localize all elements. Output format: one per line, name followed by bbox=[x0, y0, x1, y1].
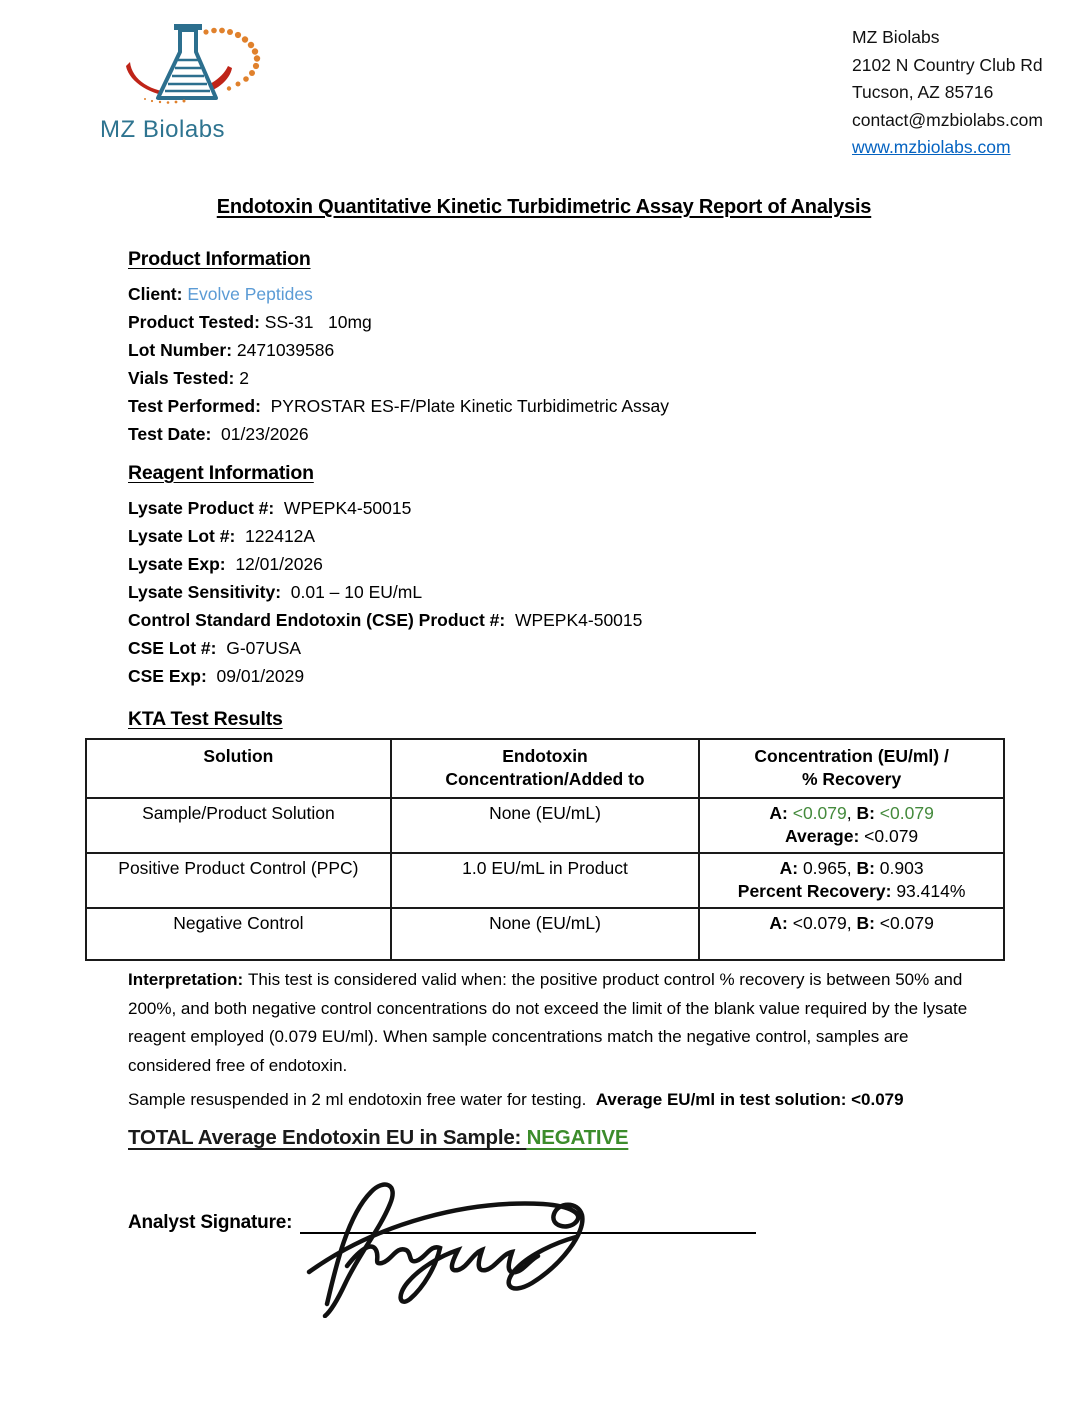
table-row-negative-control bbox=[86, 908, 1004, 960]
product-information-fields bbox=[128, 280, 669, 448]
logo-flask-rim bbox=[174, 24, 202, 30]
letterhead-address1: 2102 N Country Club Rd bbox=[852, 54, 1043, 75]
letterhead-email: contact@mzbiolabs.com bbox=[852, 109, 1043, 130]
cell-concentration: A: 0.965, B: 0.903 Percent Recovery: 93.414% bbox=[699, 853, 1004, 908]
field-row: Product Tested: SS-31 10mg bbox=[128, 312, 372, 332]
cell-solution: Sample/Product Solution bbox=[86, 798, 391, 853]
field-row: Vials Tested: 2 bbox=[128, 368, 249, 388]
cell-endotoxin: None (EU/mL) bbox=[391, 798, 699, 853]
sample-summary-line: Sample resuspended in 2 ml endotoxin free water for testing. Average EU/ml in test solution: <0.079 bbox=[128, 1090, 904, 1109]
field-row: Lot Number: 2471039586 bbox=[128, 340, 335, 360]
cell-concentration: A: <0.079, B: <0.079 Average: <0.079 bbox=[699, 798, 1004, 853]
cell-solution: Positive Product Control (PPC) bbox=[86, 853, 391, 908]
letterhead-website-link[interactable]: www.mzbiolabs.com bbox=[852, 137, 1011, 157]
flask-logo-icon bbox=[118, 16, 268, 116]
logo-text: MZ Biolabs bbox=[100, 116, 226, 143]
letterhead bbox=[852, 24, 1043, 162]
field-row: Control Standard Endotoxin (CSE) Product #: WPEPK4-50015 bbox=[128, 610, 643, 630]
kta-results-table bbox=[85, 738, 1005, 961]
kta-results-heading: KTA Test Results bbox=[128, 708, 283, 730]
col-header-endotoxin: Endotoxin Concentration/Added to bbox=[391, 739, 699, 798]
reagent-information-fields bbox=[128, 494, 642, 690]
col-header-solution: Solution bbox=[86, 739, 391, 798]
field-row: Lysate Sensitivity: 0.01 – 10 EU/mL bbox=[128, 582, 423, 602]
field-row: Test Date: 01/23/2026 bbox=[128, 424, 309, 444]
cell-endotoxin: None (EU/mL) bbox=[391, 908, 699, 960]
field-row: Test Performed: PYROSTAR ES-F/Plate Kinetic Turbidimetric Assay bbox=[128, 396, 670, 416]
field-row: Lysate Exp: 12/01/2026 bbox=[128, 554, 323, 574]
cell-solution: Negative Control bbox=[86, 908, 391, 960]
col-header-concentration: Concentration (EU/ml) / % Recovery bbox=[699, 739, 1004, 798]
report-title: Endotoxin Quantitative Kinetic Turbidimetric Assay Report of Analysis bbox=[216, 196, 872, 218]
analyst-signature-label: Analyst Signature: bbox=[128, 1212, 293, 1233]
field-row: Lysate Product #: WPEPK4-50015 bbox=[128, 498, 412, 518]
letterhead-company: MZ Biolabs bbox=[852, 27, 940, 47]
product-information-section bbox=[128, 248, 669, 448]
cell-endotoxin: 1.0 EU/mL in Product bbox=[391, 853, 699, 908]
interpretation-paragraph: Interpretation: This test is considered valid when: the positive product control % recovery is between 50% and 200%, and both negative control concentrations do not exceed the limit of the blank value required by the lysate reagent employed (0.079 EU/ml). When sample concentrations match the negative control, samples are considered free of endotoxin. bbox=[128, 970, 972, 1075]
cell-concentration: A: <0.079, B: <0.079 bbox=[699, 908, 1004, 960]
analyst-signature-image bbox=[282, 1168, 612, 1318]
field-row: Lysate Lot #: 122412A bbox=[128, 526, 316, 546]
table-header-row bbox=[86, 739, 1004, 798]
field-row: CSE Exp: 09/01/2029 bbox=[128, 666, 305, 686]
field-row: CSE Lot #: G-07USA bbox=[128, 638, 302, 658]
logo-flask bbox=[158, 30, 216, 98]
company-logo bbox=[100, 16, 270, 144]
table-row-ppc bbox=[86, 853, 1004, 908]
table-row-sample bbox=[86, 798, 1004, 853]
total-result-line: TOTAL Average Endotoxin EU in Sample: NEGATIVE bbox=[128, 1126, 629, 1149]
field-row: Client: Evolve Peptides bbox=[128, 284, 313, 304]
product-information-heading: Product Information bbox=[128, 248, 311, 270]
reagent-information-section bbox=[128, 462, 642, 690]
letterhead-address2: Tucson, AZ 85716 bbox=[852, 82, 994, 102]
reagent-information-heading: Reagent Information bbox=[128, 462, 314, 484]
